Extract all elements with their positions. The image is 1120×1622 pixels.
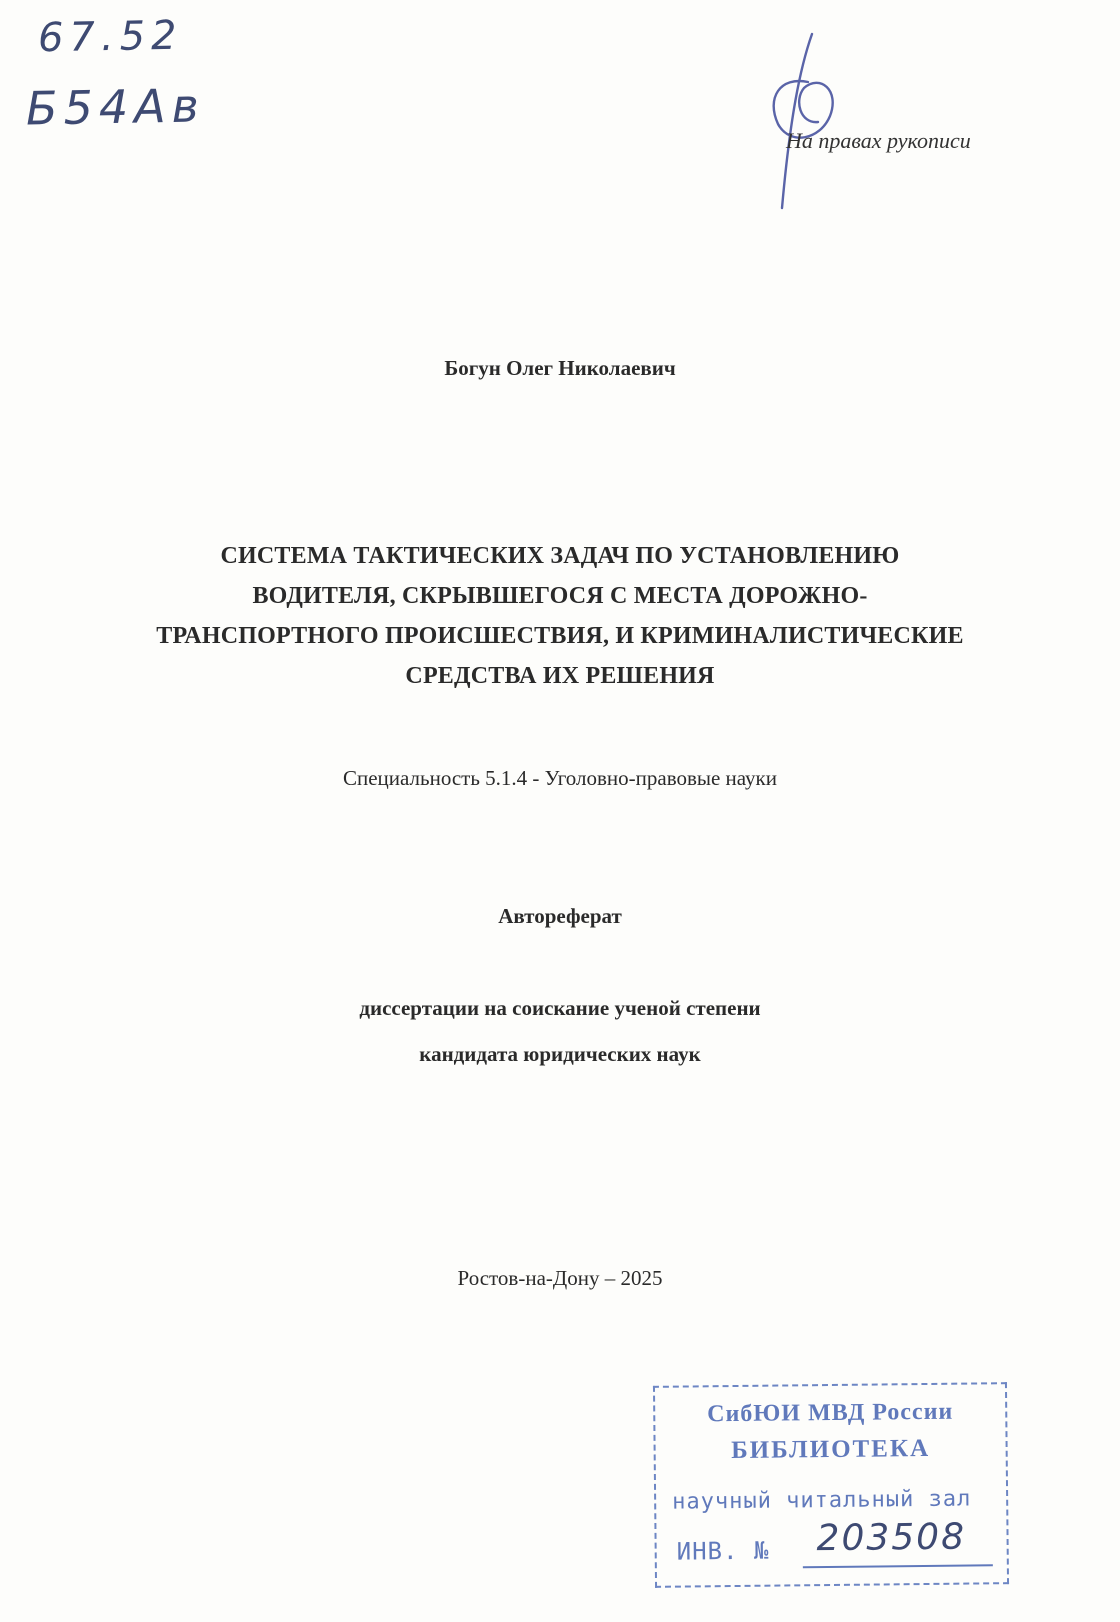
document-type: Автореферат (498, 904, 622, 928)
stamp-inventory-number: 203508 (816, 1516, 967, 1560)
stamp-library: БИБЛИОТЕКА (731, 1434, 931, 1465)
author-name: Богун Олег Николаевич (444, 356, 676, 380)
stamp-inventory-label: ИНВ. № (676, 1536, 770, 1566)
degree-line: кандидата юридических наук (419, 1042, 701, 1066)
thesis-title-line: СРЕДСТВА ИХ РЕШЕНИЯ (405, 663, 715, 689)
specialty: Специальность 5.1.4 - Уголовно-правовые науки (342, 766, 777, 790)
degree-line: диссертации на соискание ученой степени (359, 996, 761, 1020)
library-stamp (653, 1382, 1009, 1588)
stamp-institution: СибЮИ МВД России (707, 1398, 954, 1428)
place-and-year: Ростов-на-Дону – 2025 (457, 1266, 663, 1290)
thesis-title-line: ВОДИТЕЛЯ, СКРЫВШЕГОСЯ С МЕСТА ДОРОЖНО- (252, 583, 868, 609)
handwritten-author-mark: Б54Ав (25, 78, 206, 136)
thesis-title-line: ТРАНСПОРТНОГО ПРОИСШЕСТВИЯ, И КРИМИНАЛИСТИЧЕСКИЕ (156, 623, 964, 649)
thesis-title (90, 536, 1030, 696)
handwritten-shelf-code: 67.52 (37, 12, 183, 62)
manuscript-notice: На правах рукописи (786, 128, 971, 153)
stamp-reading-room: научный читальный зал (672, 1486, 972, 1515)
signature-icon (760, 28, 850, 218)
thesis-title-line: СИСТЕМА ТАКТИЧЕСКИХ ЗАДАЧ ПО УСТАНОВЛЕНИЮ (220, 543, 900, 569)
stamp-underline (803, 1564, 993, 1568)
